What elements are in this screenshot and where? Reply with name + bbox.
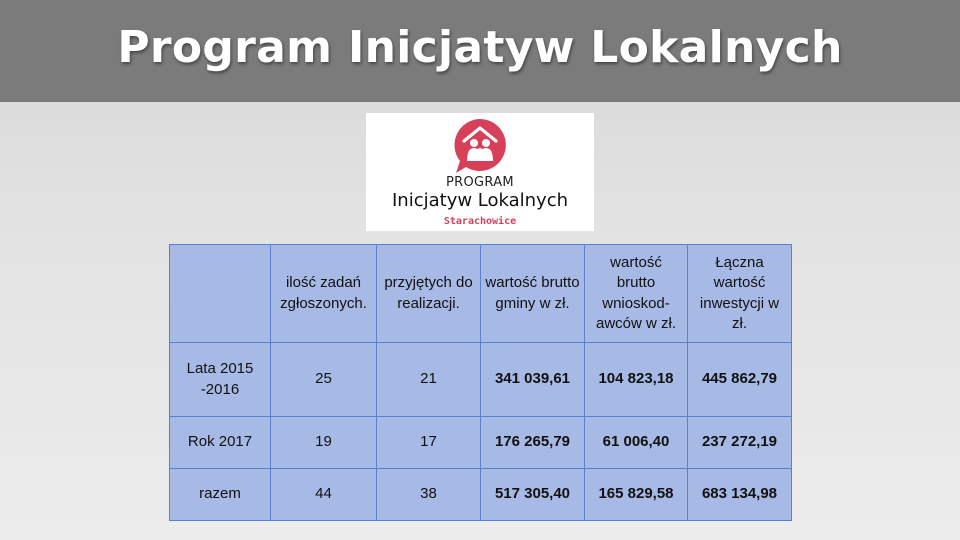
table-row <box>170 469 792 521</box>
logo-line-program: PROGRAM <box>446 175 514 190</box>
table-header-cell: ilość zadań zgłoszonych. <box>271 245 377 343</box>
table-header-row <box>170 245 792 343</box>
table-cell: 17 <box>377 417 481 469</box>
table-cell: 176 265,79 <box>481 417 585 469</box>
home-family-icon <box>452 117 508 177</box>
table-cell: 44 <box>271 469 377 521</box>
table-cell: 237 272,19 <box>688 417 792 469</box>
table-cell: 341 039,61 <box>481 343 585 417</box>
table-cell: 445 862,79 <box>688 343 792 417</box>
table-cell: 517 305,40 <box>481 469 585 521</box>
table-cell: 683 134,98 <box>688 469 792 521</box>
row-label: Rok 2017 <box>170 417 271 469</box>
table-cell: 19 <box>271 417 377 469</box>
row-label: razem <box>170 469 271 521</box>
page-title: Program Inicjatyw Lokalnych <box>117 21 843 73</box>
program-logo <box>366 113 594 231</box>
table-header-cell <box>170 245 271 343</box>
table-header-cell: Łączna wartość inwestycji w zł. <box>688 245 792 343</box>
table-header-cell: wartość brutto gminy w zł. <box>481 245 585 343</box>
row-label: Lata 2015 -2016 <box>170 343 271 417</box>
summary-table <box>169 244 792 521</box>
table-cell: 104 823,18 <box>585 343 688 417</box>
table-cell: 38 <box>377 469 481 521</box>
logo-line-city: Starachowice <box>443 216 517 227</box>
table-cell: 165 829,58 <box>585 469 688 521</box>
table-cell: 25 <box>271 343 377 417</box>
table-row <box>170 417 792 469</box>
table-header-cell: przyjętych do realizacji. <box>377 245 481 343</box>
table-row <box>170 343 792 417</box>
table-header-cell: wartość brutto wnioskod-awców w zł. <box>585 245 688 343</box>
table-cell: 61 006,40 <box>585 417 688 469</box>
title-bar <box>0 0 960 102</box>
table-cell: 21 <box>377 343 481 417</box>
logo-line-name: Inicjatyw Lokalnych <box>391 190 569 211</box>
